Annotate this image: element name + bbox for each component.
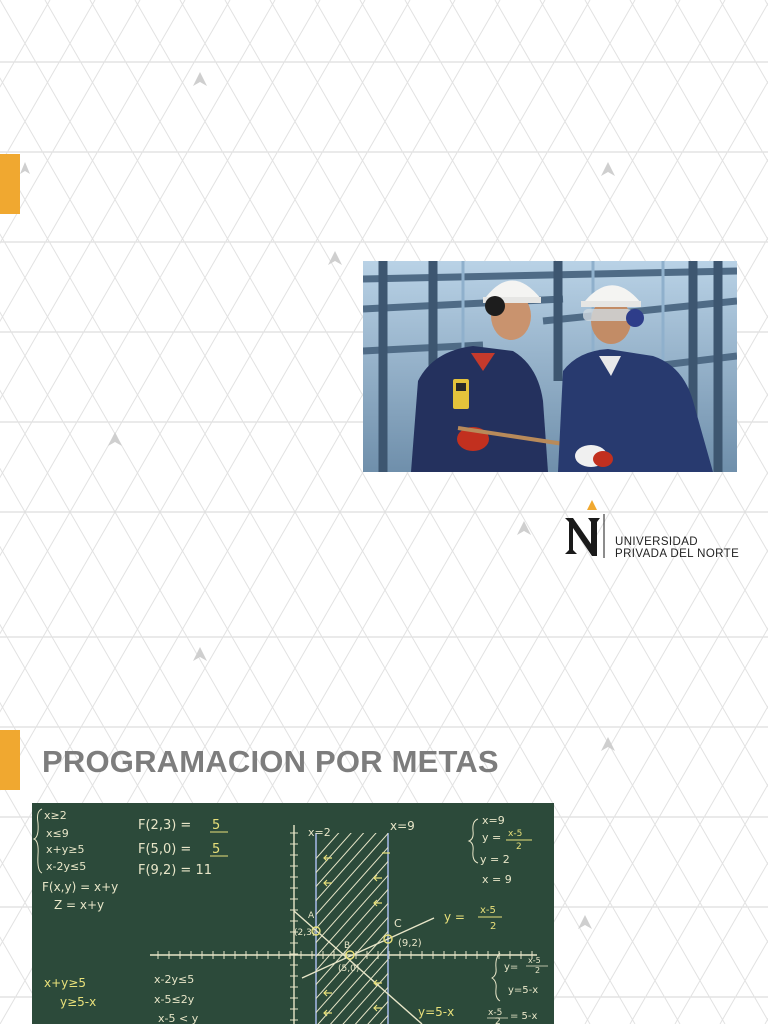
br-eq-5-minus-x: = 5-x <box>510 1011 538 1022</box>
label-over-2: 2 <box>490 921 497 932</box>
system-x-9-result: x = 9 <box>482 873 512 886</box>
constraint-3: x+y≥5 <box>46 843 85 856</box>
system-x-minus-5: x-5 <box>508 829 523 839</box>
eval-1-label: F(2,3) = <box>138 818 192 833</box>
bottom-eq-2: y≥5-x <box>60 995 97 1009</box>
bottom-eq-1: x+y≥5 <box>44 976 86 990</box>
arrow-marks <box>20 72 615 929</box>
br-x-minus-5-b: x-5 <box>488 1008 503 1018</box>
accent-bar-top <box>0 154 20 214</box>
constraint-2: x≤9 <box>46 827 69 840</box>
university-n-logo-icon <box>560 500 610 558</box>
eval-2-value: 5 <box>212 842 221 857</box>
constraint-4: x-2y≤5 <box>46 860 87 873</box>
br-over-2: 2 <box>535 966 541 975</box>
label-x-equals-2: x=2 <box>308 826 331 839</box>
point-c-coords: (9,2) <box>398 938 422 949</box>
eval-3: F(9,2) = 11 <box>138 863 212 878</box>
point-b-label: B <box>344 941 351 951</box>
university-name <box>615 536 739 560</box>
label-y-equals-5-minus-x: y=5-x <box>418 1005 455 1019</box>
objective-function: F(x,y) = x+y <box>42 880 119 894</box>
bottom-eq-3: x-2y≤5 <box>154 973 195 986</box>
accent-bar-section <box>0 730 20 790</box>
point-b-coords: (5,0) <box>338 964 360 974</box>
eval-2-label: F(5,0) = <box>138 842 192 857</box>
section-title: PROGRAMACION POR METAS <box>42 744 499 779</box>
system-over-2: 2 <box>516 842 522 852</box>
system-y-eq: y = <box>482 831 502 844</box>
university-name-line2: PRIVADA DEL NORTE <box>615 548 740 560</box>
br-x-minus-5: x-5 <box>528 956 541 965</box>
point-a-coords: (2,3) <box>294 928 316 938</box>
university-logo <box>560 500 760 560</box>
point-a-label: A <box>308 911 315 921</box>
br-y-eq: y= <box>504 962 519 973</box>
system-x-9: x=9 <box>482 814 505 827</box>
br-over-2-b: 2 <box>495 1017 501 1024</box>
constraint-1: x≥2 <box>44 809 67 822</box>
industrial-workers-photo <box>363 261 737 472</box>
chalkboard-image <box>32 803 554 1024</box>
objective-z: Z = x+y <box>54 898 105 912</box>
label-x-equals-9: x=9 <box>390 819 415 833</box>
br-y-5-minus-x: y=5-x <box>508 985 539 996</box>
system-y-2: y = 2 <box>480 853 510 866</box>
university-name-line1: UNIVERSIDAD <box>615 536 698 548</box>
bottom-eq-5: x-5 < y <box>158 1012 199 1024</box>
eval-1-value: 5 <box>212 818 221 833</box>
bottom-eq-4: x-5≤2y <box>154 993 195 1006</box>
point-c-label: C <box>394 917 402 930</box>
label-y-equals: y = <box>444 910 465 924</box>
label-x-minus-5: x-5 <box>480 905 496 916</box>
